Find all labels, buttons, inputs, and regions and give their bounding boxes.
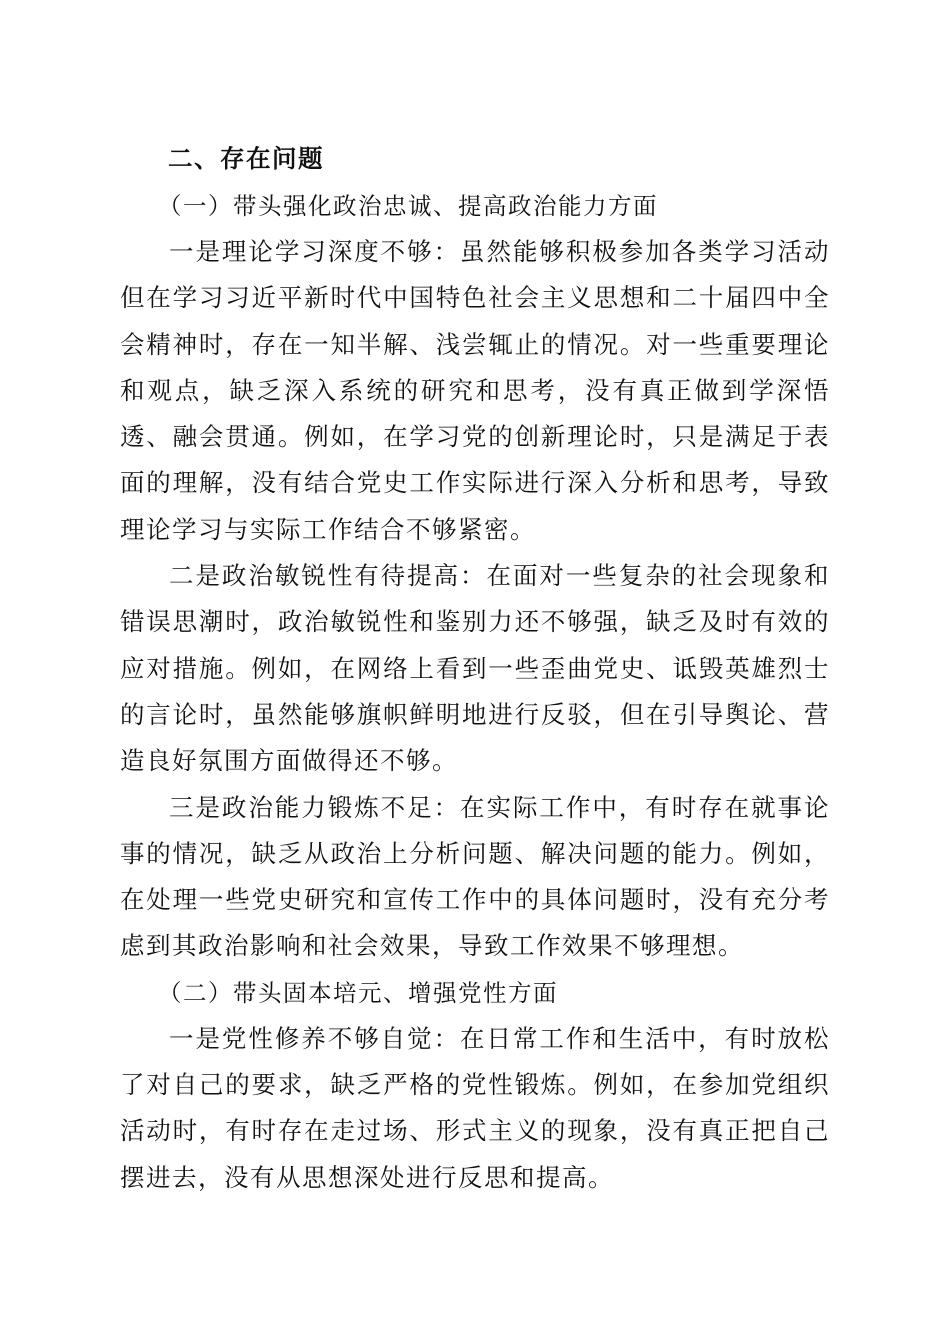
subsection-title-1: （一）带头强化政治忠诚、提高政治能力方面: [158, 192, 658, 220]
paragraph-3: 三是政治能力锻炼不足：在实际工作中，有时存在就事论事的情况，缺乏从政治上分析问题、解决问题的能力。例如，在处理一些党史研究和宣传工作中的具体问题时，没有充分考虑到其政治影响和社会效果，导致工作效果不够理想。: [120, 792, 830, 961]
section-title: 二、存在问题: [168, 144, 324, 173]
paragraph-4: 一是党性修养不够自觉：在日常工作和生活中，有时放松了对自己的要求，缺乏严格的党性锻炼。例如，在参加党组织活动时，有时存在走过场、形式主义的现象，没有真正把自己摆进去，没有从思想深处进行反思和提高。: [120, 1023, 830, 1192]
paragraph-1: 一是理论学习深度不够：虽然能够积极参加各类学习活动但在学习习近平新时代中国特色社会主义思想和二十届四中全会精神时，存在一知半解、浅尝辄止的情况。对一些重要理论和观点，缺乏深入系统的研究和思考，没有真正做到学深悟透、融会贯通。例如，在学习党的创新理论时，只是满足于表面的理解，没有结合党史工作实际进行深入分析和思考，导致理论学习与实际工作结合不够紧密。: [120, 237, 830, 544]
paragraph-2: 二是政治敏锐性有待提高：在面对一些复杂的社会现象和错误思潮时，政治敏锐性和鉴别力还不够强，缺乏及时有效的应对措施。例如，在网络上看到一些歪曲党史、诋毁英雄烈士的言论时，虽然能够旗帜鲜明地进行反驳，但在引导舆论、营造良好氛围方面做得还不够。: [120, 561, 830, 776]
document-body: [120, 135, 830, 1201]
subsection-title-2: （二）带头固本培元、增强党性方面: [158, 978, 558, 1007]
